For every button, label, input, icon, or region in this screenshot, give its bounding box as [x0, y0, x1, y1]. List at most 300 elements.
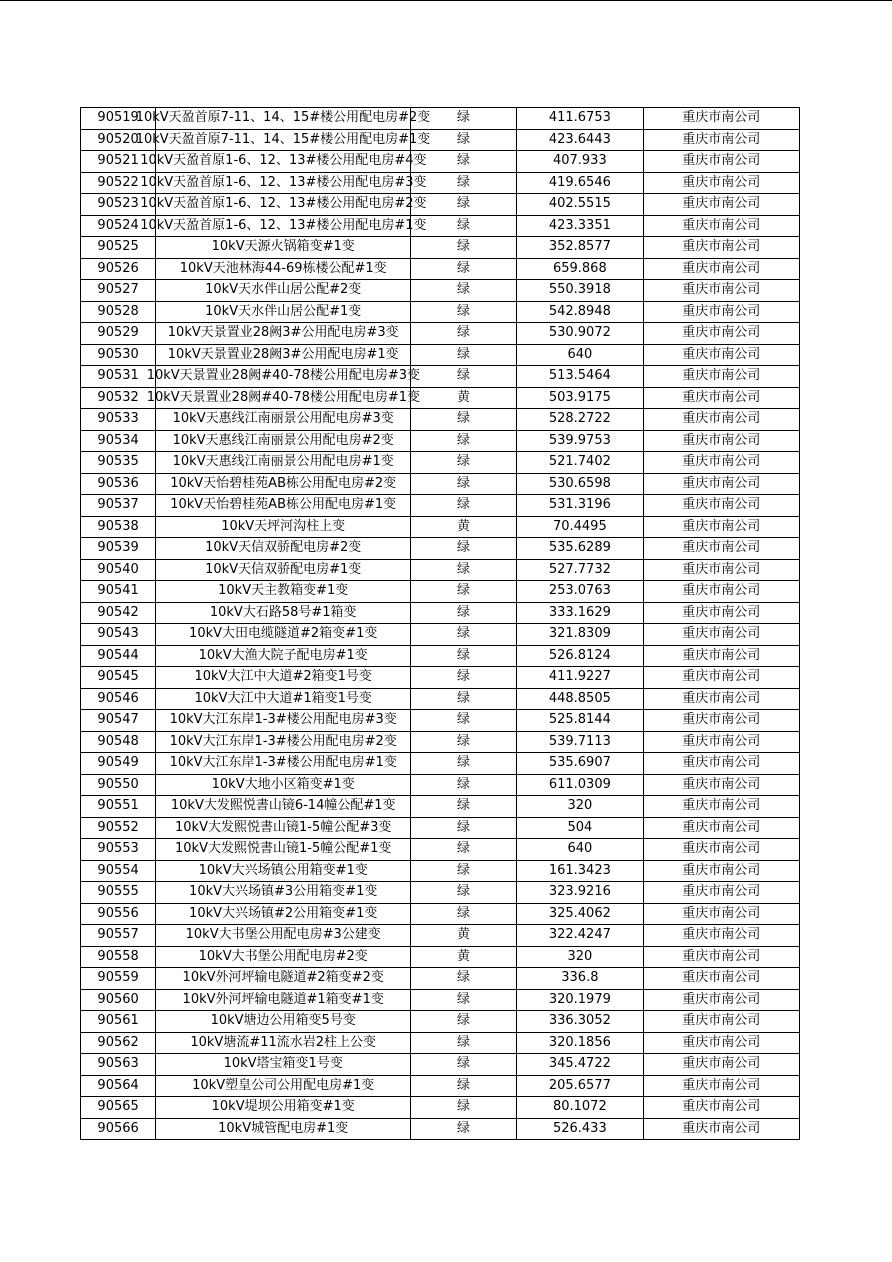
name-text: 10kV天盈首原1-6、12、13#楼公用配电房#1变 — [140, 217, 427, 233]
name-cell — [156, 882, 411, 904]
company-cell: 重庆市南公司 — [643, 925, 799, 947]
table-row — [81, 839, 800, 861]
table-row — [81, 452, 800, 474]
company-cell: 重庆市南公司 — [643, 108, 799, 130]
company-cell: 重庆市南公司 — [643, 796, 799, 818]
id-cell: 90550 — [81, 774, 156, 796]
name-text: 10kV天盈首原1-6、12、13#楼公用配电房#4变 — [140, 153, 427, 169]
id-cell: 90545 — [81, 667, 156, 689]
table-row — [81, 516, 800, 538]
value-cell: 80.1072 — [517, 1097, 643, 1119]
status-cell: 绿 — [410, 430, 516, 452]
name-text: 10kV大田电缆隧道#2箱变#1变 — [189, 626, 378, 642]
company-cell: 重庆市南公司 — [643, 1075, 799, 1097]
status-cell: 绿 — [410, 366, 516, 388]
id-cell: 90525 — [81, 237, 156, 259]
name-text: 10kV外河坪输电隧道#1箱变#1变 — [182, 991, 384, 1007]
table-row — [81, 645, 800, 667]
name-text: 10kV天盈首原1-6、12、13#楼公用配电房#2变 — [140, 196, 427, 212]
status-cell: 绿 — [410, 108, 516, 130]
value-cell: 542.8948 — [517, 301, 643, 323]
id-cell: 90541 — [81, 581, 156, 603]
name-cell — [140, 151, 427, 173]
company-cell: 重庆市南公司 — [643, 1054, 799, 1076]
id-cell: 90558 — [81, 946, 156, 968]
company-cell: 重庆市南公司 — [643, 516, 799, 538]
table-row — [81, 151, 800, 173]
name-cell — [156, 1054, 411, 1076]
id-cell: 90549 — [81, 753, 156, 775]
name-cell — [156, 796, 411, 818]
value-cell: 70.4495 — [517, 516, 643, 538]
name-text: 10kV堤坝公用箱变#1变 — [211, 1099, 355, 1115]
id-cell: 90523 — [81, 194, 156, 216]
status-cell: 绿 — [410, 237, 516, 259]
name-cell — [156, 1118, 411, 1140]
name-text: 10kV天盈首原1-6、12、13#楼公用配电房#3变 — [140, 174, 427, 190]
company-cell: 重庆市南公司 — [643, 495, 799, 517]
status-cell: 绿 — [410, 344, 516, 366]
value-cell: 535.6907 — [517, 753, 643, 775]
company-cell: 重庆市南公司 — [643, 258, 799, 280]
name-cell — [156, 559, 411, 581]
company-cell: 重庆市南公司 — [643, 473, 799, 495]
name-text: 10kV大发熙悦書山镜6-14幢公配#1变 — [170, 798, 396, 814]
name-cell — [156, 624, 411, 646]
name-text: 10kV天景置业28阙3#公用配电房#3变 — [167, 325, 399, 341]
id-cell: 90526 — [81, 258, 156, 280]
table-row — [81, 409, 800, 431]
name-text: 10kV天景置业28阙3#公用配电房#1变 — [167, 346, 399, 362]
table-row — [81, 860, 800, 882]
name-cell — [156, 538, 411, 560]
table-row — [81, 538, 800, 560]
company-cell: 重庆市南公司 — [643, 129, 799, 151]
name-cell — [156, 1011, 411, 1033]
status-cell: 绿 — [410, 796, 516, 818]
value-cell: 531.3196 — [517, 495, 643, 517]
id-cell: 90548 — [81, 731, 156, 753]
table-row — [81, 817, 800, 839]
name-text: 10kV天盈首原7-11、14、15#楼公用配电房#2变 — [135, 110, 431, 126]
company-cell: 重庆市南公司 — [643, 645, 799, 667]
id-cell: 90522 — [81, 172, 156, 194]
name-text: 10kV天源火锅箱变#1变 — [211, 239, 355, 255]
company-cell: 重庆市南公司 — [643, 688, 799, 710]
value-cell: 550.3918 — [517, 280, 643, 302]
name-cell — [156, 925, 411, 947]
name-cell — [140, 194, 427, 216]
name-cell — [156, 774, 411, 796]
company-cell: 重庆市南公司 — [643, 151, 799, 173]
name-cell — [156, 946, 411, 968]
table-row — [81, 430, 800, 452]
name-text: 10kV塘流#11流水岩2柱上公变 — [190, 1034, 377, 1050]
id-cell: 90539 — [81, 538, 156, 560]
status-cell: 绿 — [410, 452, 516, 474]
table-row — [81, 323, 800, 345]
id-cell: 90540 — [81, 559, 156, 581]
status-cell: 绿 — [410, 1054, 516, 1076]
table-row — [81, 796, 800, 818]
name-cell — [156, 280, 411, 302]
name-cell — [135, 129, 431, 151]
table-row — [81, 925, 800, 947]
value-cell: 528.2722 — [517, 409, 643, 431]
name-cell — [156, 731, 411, 753]
table-row — [81, 129, 800, 151]
status-cell: 绿 — [410, 774, 516, 796]
id-cell: 90556 — [81, 903, 156, 925]
table-row — [81, 1054, 800, 1076]
name-text: 10kV大书堡公用配电房#2变 — [198, 948, 368, 964]
company-cell: 重庆市南公司 — [643, 344, 799, 366]
name-text: 10kV天怡碧桂苑AB栋公用配电房#1变 — [170, 497, 397, 513]
table-row — [81, 882, 800, 904]
id-cell: 90527 — [81, 280, 156, 302]
id-cell: 90528 — [81, 301, 156, 323]
id-cell: 90542 — [81, 602, 156, 624]
status-cell: 绿 — [410, 624, 516, 646]
status-cell: 绿 — [410, 1075, 516, 1097]
name-cell — [156, 602, 411, 624]
table-row — [81, 344, 800, 366]
status-cell: 绿 — [410, 409, 516, 431]
name-cell — [156, 645, 411, 667]
value-cell: 333.1629 — [517, 602, 643, 624]
table-row — [81, 581, 800, 603]
status-cell: 绿 — [410, 817, 516, 839]
value-cell: 539.9753 — [517, 430, 643, 452]
name-text: 10kV大石路58号#1箱变 — [209, 604, 357, 620]
status-cell: 绿 — [410, 559, 516, 581]
name-text: 10kV塘边公用箱变5号变 — [210, 1013, 356, 1029]
company-cell: 重庆市南公司 — [643, 301, 799, 323]
name-text: 10kV天怡碧桂苑AB栋公用配电房#2变 — [170, 475, 397, 491]
value-cell: 161.3423 — [517, 860, 643, 882]
table-row — [81, 731, 800, 753]
name-text: 10kV大兴场镇#2公用箱变#1变 — [189, 905, 378, 921]
company-cell: 重庆市南公司 — [643, 237, 799, 259]
company-cell: 重庆市南公司 — [643, 280, 799, 302]
value-cell: 521.7402 — [517, 452, 643, 474]
name-cell — [156, 430, 411, 452]
status-cell: 绿 — [410, 1097, 516, 1119]
status-cell: 绿 — [410, 194, 516, 216]
name-cell — [156, 237, 411, 259]
company-cell: 重庆市南公司 — [643, 366, 799, 388]
id-cell: 90521 — [81, 151, 156, 173]
name-cell — [156, 667, 411, 689]
table-row — [81, 387, 800, 409]
name-cell — [156, 753, 411, 775]
company-cell: 重庆市南公司 — [643, 172, 799, 194]
status-cell: 绿 — [410, 667, 516, 689]
table-row — [81, 559, 800, 581]
table-row — [81, 753, 800, 775]
name-text: 10kV天惠线江南丽景公用配电房#1变 — [172, 454, 394, 470]
company-cell: 重庆市南公司 — [643, 430, 799, 452]
name-text: 10kV大兴场镇#3公用箱变#1变 — [189, 884, 378, 900]
value-cell: 411.9227 — [517, 667, 643, 689]
value-cell: 325.4062 — [517, 903, 643, 925]
table-row — [81, 258, 800, 280]
status-cell: 绿 — [410, 129, 516, 151]
value-cell: 352.8577 — [517, 237, 643, 259]
status-cell: 绿 — [410, 688, 516, 710]
company-cell: 重庆市南公司 — [643, 839, 799, 861]
table-row — [81, 172, 800, 194]
table-row — [81, 602, 800, 624]
name-text: 10kV大发熙悦書山镜1-5幢公配#1变 — [175, 841, 392, 857]
id-cell: 90524 — [81, 215, 156, 237]
name-cell — [156, 344, 411, 366]
name-text: 10kV天坪河沟柱上变 — [221, 518, 346, 534]
table-row — [81, 968, 800, 990]
value-cell: 320 — [517, 796, 643, 818]
name-cell — [156, 409, 411, 431]
id-cell: 90562 — [81, 1032, 156, 1054]
id-cell: 90557 — [81, 925, 156, 947]
table-row — [81, 903, 800, 925]
company-cell: 重庆市南公司 — [643, 452, 799, 474]
company-cell: 重庆市南公司 — [643, 989, 799, 1011]
value-cell: 513.5464 — [517, 366, 643, 388]
company-cell: 重庆市南公司 — [643, 903, 799, 925]
name-text: 10kV城管配电房#1变 — [218, 1120, 349, 1136]
company-cell: 重庆市南公司 — [643, 624, 799, 646]
status-cell: 绿 — [410, 323, 516, 345]
value-cell: 322.4247 — [517, 925, 643, 947]
name-cell — [156, 473, 411, 495]
value-cell: 345.4722 — [517, 1054, 643, 1076]
table-row — [81, 1075, 800, 1097]
id-cell: 90551 — [81, 796, 156, 818]
company-cell: 重庆市南公司 — [643, 753, 799, 775]
company-cell: 重庆市南公司 — [643, 387, 799, 409]
name-text: 10kV大江中大道#1箱变1号变 — [194, 690, 372, 706]
value-cell: 526.8124 — [517, 645, 643, 667]
status-cell: 绿 — [410, 968, 516, 990]
company-cell: 重庆市南公司 — [643, 817, 799, 839]
page-top-rule — [0, 0, 892, 1]
value-cell: 530.9072 — [517, 323, 643, 345]
value-cell: 530.6598 — [517, 473, 643, 495]
table-row — [81, 1118, 800, 1140]
name-cell — [156, 301, 411, 323]
status-cell: 绿 — [410, 882, 516, 904]
value-cell: 336.8 — [517, 968, 643, 990]
name-text: 10kV大地小区箱变#1变 — [211, 776, 355, 792]
name-text: 10kV天信双骄配电房#1变 — [205, 561, 362, 577]
value-cell: 320.1856 — [517, 1032, 643, 1054]
name-cell — [156, 516, 411, 538]
status-cell: 绿 — [410, 839, 516, 861]
table-row — [81, 989, 800, 1011]
status-cell: 绿 — [410, 538, 516, 560]
name-cell — [146, 387, 421, 409]
status-cell: 绿 — [410, 215, 516, 237]
company-cell: 重庆市南公司 — [643, 194, 799, 216]
value-cell: 321.8309 — [517, 624, 643, 646]
id-cell: 90565 — [81, 1097, 156, 1119]
name-cell — [156, 495, 411, 517]
status-cell: 绿 — [410, 151, 516, 173]
name-cell — [156, 817, 411, 839]
status-cell: 黄 — [410, 516, 516, 538]
value-cell: 336.3052 — [517, 1011, 643, 1033]
name-text: 10kV大江东岸1-3#楼公用配电房#2变 — [169, 733, 397, 749]
value-cell: 659.868 — [517, 258, 643, 280]
name-text: 10kV大江中大道#2箱变1号变 — [194, 669, 372, 685]
value-cell: 419.6546 — [517, 172, 643, 194]
status-cell: 绿 — [410, 495, 516, 517]
id-cell: 90553 — [81, 839, 156, 861]
value-cell: 205.6577 — [517, 1075, 643, 1097]
table-row — [81, 1097, 800, 1119]
table-row — [81, 495, 800, 517]
name-text: 10kV塔宝箱变1号变 — [223, 1056, 343, 1072]
value-cell: 525.8144 — [517, 710, 643, 732]
name-text: 10kV塑皇公司公用配电房#1变 — [192, 1077, 375, 1093]
value-cell: 448.8505 — [517, 688, 643, 710]
company-cell: 重庆市南公司 — [643, 1118, 799, 1140]
value-cell: 640 — [517, 839, 643, 861]
status-cell: 绿 — [410, 280, 516, 302]
name-cell — [156, 1075, 411, 1097]
table-row — [81, 301, 800, 323]
id-cell: 90520 — [81, 129, 156, 151]
name-text: 10kV天信双骄配电房#2变 — [205, 540, 362, 556]
name-cell — [135, 108, 431, 130]
company-cell: 重庆市南公司 — [643, 215, 799, 237]
company-cell: 重庆市南公司 — [643, 860, 799, 882]
table-row — [81, 108, 800, 130]
id-cell: 90547 — [81, 710, 156, 732]
company-cell: 重庆市南公司 — [643, 774, 799, 796]
id-cell: 90563 — [81, 1054, 156, 1076]
status-cell: 绿 — [410, 903, 516, 925]
id-cell: 90546 — [81, 688, 156, 710]
name-cell — [156, 258, 411, 280]
name-cell — [156, 688, 411, 710]
table-row — [81, 366, 800, 388]
name-cell — [156, 968, 411, 990]
name-cell — [156, 860, 411, 882]
id-cell: 90543 — [81, 624, 156, 646]
name-text: 10kV天水伴山居公配#2变 — [205, 282, 362, 298]
company-cell: 重庆市南公司 — [643, 968, 799, 990]
table-row — [81, 237, 800, 259]
id-cell: 90560 — [81, 989, 156, 1011]
table-row — [81, 774, 800, 796]
status-cell: 绿 — [410, 989, 516, 1011]
company-cell: 重庆市南公司 — [643, 710, 799, 732]
name-text: 10kV天主教箱变#1变 — [218, 583, 349, 599]
value-cell: 423.3351 — [517, 215, 643, 237]
id-cell: 90519 — [81, 108, 156, 130]
id-cell: 90536 — [81, 473, 156, 495]
value-cell: 539.7113 — [517, 731, 643, 753]
company-cell: 重庆市南公司 — [643, 409, 799, 431]
id-cell: 90537 — [81, 495, 156, 517]
status-cell: 绿 — [410, 602, 516, 624]
name-cell — [140, 172, 427, 194]
table-body — [81, 108, 800, 1140]
name-text: 10kV天盈首原7-11、14、15#楼公用配电房#1变 — [135, 131, 431, 147]
company-cell: 重庆市南公司 — [643, 323, 799, 345]
status-cell: 黄 — [410, 946, 516, 968]
table-row — [81, 473, 800, 495]
value-cell: 402.5515 — [517, 194, 643, 216]
name-cell — [156, 839, 411, 861]
id-cell: 90566 — [81, 1118, 156, 1140]
name-cell — [156, 903, 411, 925]
value-cell: 535.6289 — [517, 538, 643, 560]
value-cell: 527.7732 — [517, 559, 643, 581]
name-cell — [156, 710, 411, 732]
status-cell: 绿 — [410, 473, 516, 495]
company-cell: 重庆市南公司 — [643, 538, 799, 560]
status-cell: 绿 — [410, 860, 516, 882]
status-cell: 绿 — [410, 1032, 516, 1054]
name-text: 10kV天景置业28阙#40-78楼公用配电房#1变 — [146, 389, 421, 405]
status-cell: 绿 — [410, 581, 516, 603]
table-row — [81, 688, 800, 710]
table-row — [81, 624, 800, 646]
name-text: 10kV天惠线江南丽景公用配电房#2变 — [172, 432, 394, 448]
company-cell: 重庆市南公司 — [643, 731, 799, 753]
id-cell: 90544 — [81, 645, 156, 667]
name-cell — [146, 366, 421, 388]
name-cell — [156, 1032, 411, 1054]
status-cell: 绿 — [410, 710, 516, 732]
status-cell: 绿 — [410, 258, 516, 280]
data-table — [80, 107, 800, 1140]
value-cell: 423.6443 — [517, 129, 643, 151]
status-cell: 绿 — [410, 1118, 516, 1140]
status-cell: 黄 — [410, 387, 516, 409]
table-row — [81, 1032, 800, 1054]
name-text: 10kV天水伴山居公配#1变 — [205, 303, 362, 319]
id-cell: 90564 — [81, 1075, 156, 1097]
status-cell: 绿 — [410, 731, 516, 753]
company-cell: 重庆市南公司 — [643, 559, 799, 581]
id-cell: 90554 — [81, 860, 156, 882]
value-cell: 253.0763 — [517, 581, 643, 603]
name-cell — [156, 1097, 411, 1119]
company-cell: 重庆市南公司 — [643, 1032, 799, 1054]
name-cell — [156, 581, 411, 603]
name-text: 10kV大兴场镇公用箱变#1变 — [198, 862, 368, 878]
value-cell: 320.1979 — [517, 989, 643, 1011]
company-cell: 重庆市南公司 — [643, 581, 799, 603]
status-cell: 绿 — [410, 753, 516, 775]
name-text: 10kV大渔大院子配电房#1变 — [198, 647, 368, 663]
value-cell: 320 — [517, 946, 643, 968]
table-row — [81, 194, 800, 216]
company-cell: 重庆市南公司 — [643, 946, 799, 968]
table-row — [81, 1011, 800, 1033]
id-cell: 90532 — [81, 387, 156, 409]
company-cell: 重庆市南公司 — [643, 1011, 799, 1033]
id-cell: 90552 — [81, 817, 156, 839]
name-text: 10kV大江东岸1-3#楼公用配电房#1变 — [169, 755, 397, 771]
value-cell: 611.0309 — [517, 774, 643, 796]
name-cell — [140, 215, 427, 237]
name-text: 10kV大书堡公用配电房#3公建变 — [185, 927, 381, 943]
status-cell: 绿 — [410, 645, 516, 667]
